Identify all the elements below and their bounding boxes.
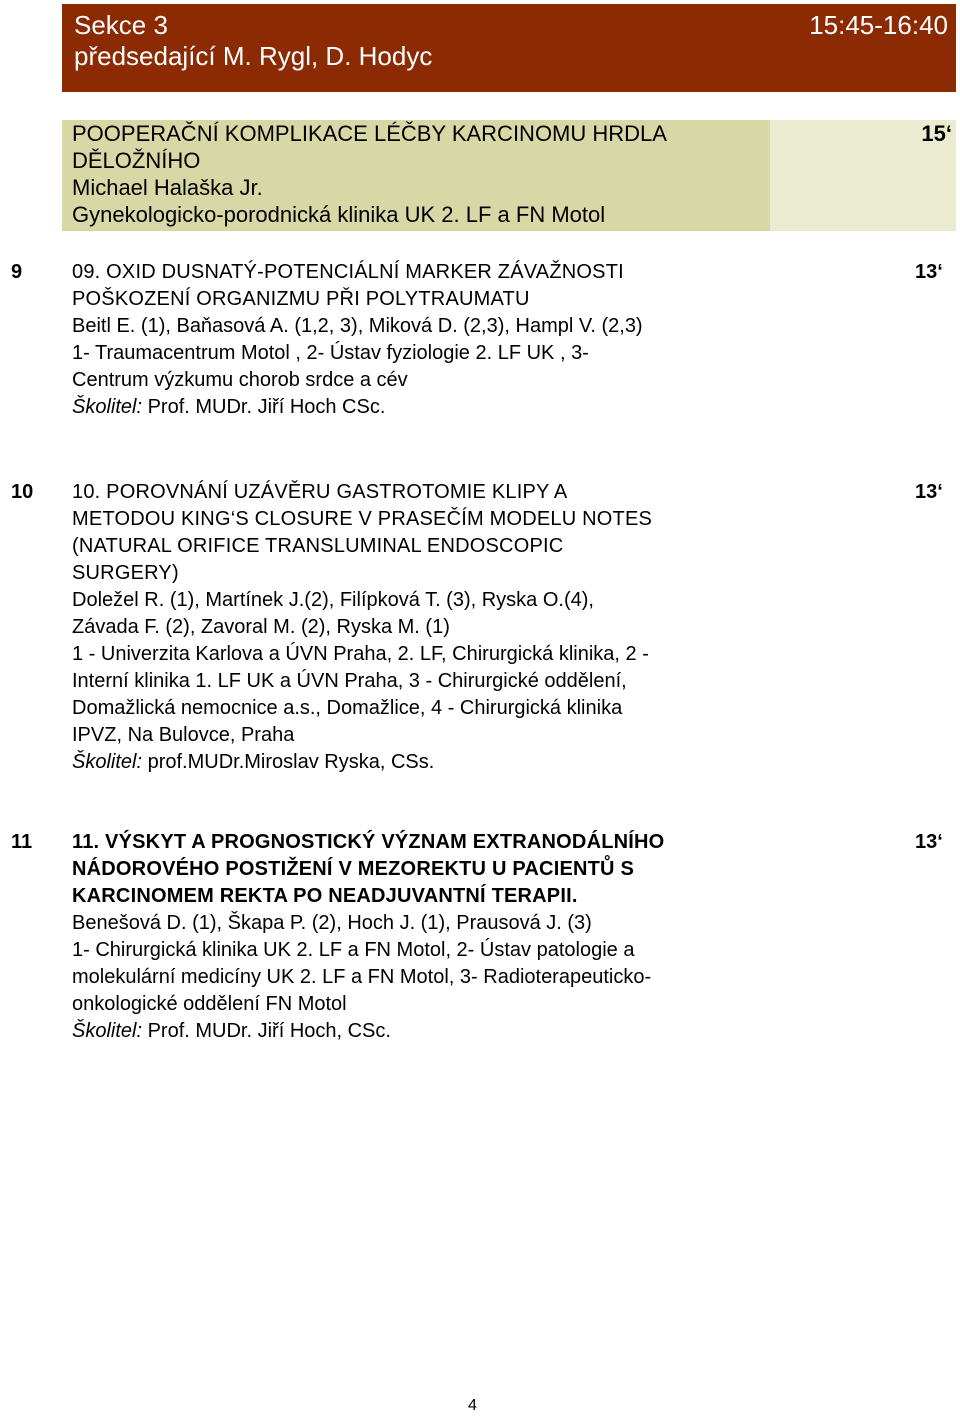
supervisor-name: prof.MUDr.Miroslav Ryska, CSs. <box>142 751 435 773</box>
highlight-talk-line: Gynekologicko-porodnická klinika UK 2. LF a FN Motol <box>72 202 606 227</box>
highlight-talk-duration-cell <box>770 120 956 231</box>
talk-title-line: POŠKOZENÍ ORGANIZMU PŘI POLYTRAUMATU <box>72 288 530 310</box>
talk-title-line: (NATURAL ORIFICE TRANSLUMINAL ENDOSCOPIC <box>72 535 564 557</box>
talk-detail-line: Centrum výzkumu chorob srdce a cév <box>72 369 408 391</box>
talk-title-line: METODOU KING‘S CLOSURE V PRASEČÍM MODELU NOTES <box>72 508 653 530</box>
highlight-talk-text <box>72 120 667 228</box>
talk-number: 10 <box>11 481 34 503</box>
highlight-talk-line: Michael Halaška Jr. <box>72 175 263 200</box>
talk-duration: 13‘ <box>915 261 943 283</box>
talk-duration: 13‘ <box>915 831 943 853</box>
talk-number: 11 <box>11 831 33 853</box>
talk-detail-line: Benešová D. (1), Škapa P. (2), Hoch J. (1), Prausová J. (3) <box>72 912 592 934</box>
section-header <box>62 4 956 92</box>
talk-detail-line: Beitl E. (1), Baňasová A. (1,2, 3), Miková D. (2,3), Hampl V. (2,3) <box>72 315 643 337</box>
highlight-talk-main-cell <box>62 120 770 231</box>
session-chairs: předsedající M. Rygl, D. Hodyc <box>74 41 433 71</box>
talk-body <box>72 479 652 776</box>
page-number: 4 <box>468 1397 477 1414</box>
supervisor-label: Školitel: <box>72 751 143 773</box>
talk-number: 9 <box>11 261 23 283</box>
talk-body <box>72 259 643 421</box>
highlight-talk-line: DĚLOŽNÍHO <box>72 148 201 173</box>
talk-duration: 13‘ <box>915 481 943 503</box>
talk-detail-line: Domažlická nemocnice a.s., Domažlice, 4 - Chirurgická klinika <box>72 697 623 719</box>
talk-detail-line: 1- Traumacentrum Motol , 2- Ústav fyziologie 2. LF UK , 3- <box>72 342 589 364</box>
talk-title-line: NÁDOROVÉHO POSTIŽENÍ V MEZOREKTU U PACIENTŮ S <box>72 858 634 880</box>
talk-detail-line: Doležel R. (1), Martínek J.(2), Filípková T. (3), Ryska O.(4), <box>72 589 594 611</box>
talk-detail-line: 1- Chirurgická klinika UK 2. LF a FN Motol, 2- Ústav patologie a <box>72 939 635 961</box>
talk-supervisor <box>72 1018 664 1045</box>
talk-title-line: SURGERY) <box>72 562 179 584</box>
talk-detail-line: onkologické oddělení FN Motol <box>72 993 347 1015</box>
talk-body <box>72 829 664 1045</box>
talk-detail-line: Interní klinika 1. LF UK a ÚVN Praha, 3 - Chirurgické oddělení, <box>72 670 627 692</box>
talk-title-line: 10. POROVNÁNÍ UZÁVĚRU GASTROTOMIE KLIPY A <box>72 481 568 503</box>
talk-detail-line: molekulární medicíny UK 2. LF a FN Motol, 3- Radioterapeuticko- <box>72 966 652 988</box>
supervisor-label: Školitel: <box>72 396 143 418</box>
supervisor-name: Prof. MUDr. Jiří Hoch CSc. <box>142 396 386 418</box>
highlight-talk-line: POOPERAČNÍ KOMPLIKACE LÉČBY KARCINOMU HRDLA <box>72 121 667 146</box>
highlight-talk-duration: 15‘ <box>921 121 952 146</box>
talk-title-line: KARCINOMEM REKTA PO NEADJUVANTNÍ TERAPII. <box>72 885 578 907</box>
section-title: Sekce 3 <box>74 10 168 40</box>
supervisor-name: Prof. MUDr. Jiří Hoch, CSc. <box>142 1020 391 1042</box>
supervisor-label: Školitel: <box>72 1020 143 1042</box>
talk-detail-line: Závada F. (2), Zavoral M. (2), Ryska M. (1) <box>72 616 450 638</box>
talk-title-line: 09. OXID DUSNATÝ-POTENCIÁLNÍ MARKER ZÁVAŽNOSTI <box>72 261 624 283</box>
talk-supervisor <box>72 394 643 421</box>
session-time: 15:45-16:40 <box>809 10 948 40</box>
talk-detail-line: IPVZ, Na Bulovce, Praha <box>72 724 295 746</box>
talk-title-line: 11. VÝSKYT A PROGNOSTICKÝ VÝZNAM EXTRANODÁLNÍHO <box>72 831 665 853</box>
highlight-talk <box>62 120 956 231</box>
talk-supervisor <box>72 749 652 776</box>
talk-detail-line: 1 - Univerzita Karlova a ÚVN Praha, 2. LF, Chirurgická klinika, 2 - <box>72 643 649 665</box>
